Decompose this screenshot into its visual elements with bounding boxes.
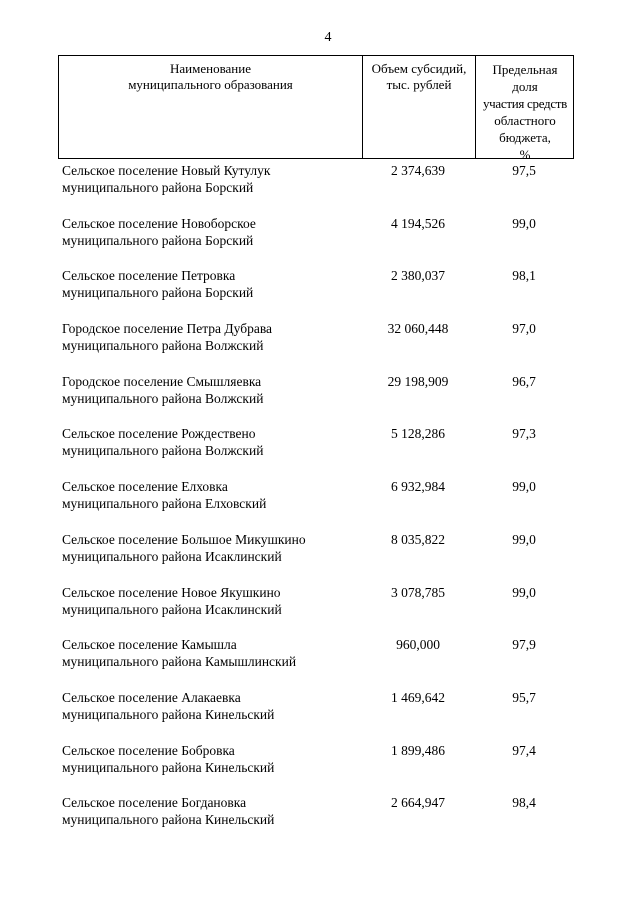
municipality-name: [62, 689, 362, 723]
budget-share: 97,3: [512, 426, 536, 442]
name-line: муниципального района Борский: [62, 180, 254, 195]
name-line: муниципального района Волжский: [62, 443, 264, 459]
name-line: Сельское поселение Петровка: [62, 268, 236, 284]
budget-share: 97,9: [512, 637, 536, 653]
municipality-name: [62, 636, 362, 670]
table-row: [0, 267, 640, 320]
municipality-name: [62, 531, 362, 565]
header-share-column: [475, 56, 574, 162]
name-line: муниципального района Борский: [62, 232, 254, 248]
municipality-name: [62, 584, 362, 618]
name-line: муниципального района Камышлинский: [62, 654, 297, 670]
table-row: [0, 162, 640, 215]
budget-share: 96,7: [512, 373, 536, 389]
name-line: муниципального района Исаклинский: [62, 601, 282, 617]
budget-share: 97,4: [512, 742, 536, 758]
header-line: доля: [512, 79, 538, 94]
subsidy-amount: 4 194,526: [391, 215, 445, 231]
table-row: [0, 425, 640, 478]
subsidy-amount: 6 932,984: [391, 479, 445, 495]
subsidy-amount: 29 198,909: [387, 373, 449, 389]
table-row: [0, 478, 640, 531]
budget-share: 98,4: [512, 795, 536, 811]
name-line: Сельское поселение Новый Кутулук: [62, 163, 271, 178]
table-row: [0, 215, 640, 268]
header-line: участия средств: [482, 96, 568, 111]
name-line: Сельское поселение Елховка: [62, 479, 228, 495]
name-line: муниципального района Борский: [62, 285, 254, 301]
name-line: Сельское поселение Камышла: [62, 637, 237, 653]
table-row: [0, 320, 640, 373]
municipality-name: [62, 215, 362, 249]
name-line: Сельское поселение Большое Микушкино: [62, 531, 306, 547]
subsidy-amount: 3 078,785: [391, 584, 445, 600]
header-line: Предельная: [492, 62, 558, 77]
table-row: [0, 531, 640, 584]
subsidy-amount: 32 060,448: [387, 321, 449, 337]
header-line: муниципального образования: [128, 77, 293, 92]
name-line: Сельское поселение Новое Якушкино: [62, 584, 281, 600]
budget-share: 97,5: [512, 163, 536, 178]
table-row: [0, 373, 640, 426]
header-amount-column: [362, 56, 475, 158]
budget-share: 95,7: [512, 689, 536, 705]
budget-share: 99,0: [512, 584, 536, 600]
municipality-name: [62, 425, 362, 459]
name-line: Городское поселение Смышляевка: [62, 373, 262, 389]
municipality-name: [62, 742, 362, 776]
subsidy-amount: 2 664,947: [391, 795, 445, 811]
municipality-name: [62, 373, 362, 407]
name-line: Сельское поселение Новоборское: [62, 215, 256, 231]
budget-share: 98,1: [512, 268, 536, 284]
name-line: Городское поселение Петра Дубрава: [62, 321, 273, 337]
name-line: муниципального района Елховский: [62, 496, 267, 512]
table-row: [0, 742, 640, 795]
municipality-name: [62, 794, 362, 828]
name-line: Сельское поселение Алакаевка: [62, 689, 241, 705]
budget-share: 99,0: [512, 215, 536, 231]
table-header: [58, 55, 574, 162]
budget-share: 99,0: [512, 479, 536, 495]
name-line: муниципального района Кинельский: [62, 759, 275, 775]
header-line: Наименование: [170, 61, 251, 76]
subsidy-amount: 8 035,822: [391, 531, 445, 547]
municipality-name: [62, 320, 362, 354]
header-name-column: [59, 56, 362, 158]
name-line: муниципального района Исаклинский: [62, 548, 282, 564]
name-line: Сельское поселение Бобровка: [62, 742, 235, 758]
page-number: 4: [324, 30, 332, 45]
budget-share: 97,0: [512, 321, 536, 337]
header-line: бюджета,: [499, 130, 551, 145]
name-line: муниципального района Волжский: [62, 390, 264, 406]
name-line: муниципального района Кинельский: [62, 812, 275, 828]
name-line: Сельское поселение Богдановка: [62, 795, 247, 811]
subsidy-amount: 5 128,286: [391, 426, 445, 442]
header-line: %: [519, 147, 531, 162]
subsidy-amount: 2 380,037: [391, 268, 445, 284]
name-line: Сельское поселение Рождествено: [62, 426, 256, 442]
subsidy-amount: 960,000: [396, 637, 440, 653]
table-row: [0, 584, 640, 637]
municipality-name: [62, 478, 362, 512]
subsidy-amount: 2 374,639: [391, 163, 445, 178]
table-row: [0, 689, 640, 742]
municipality-name: [62, 162, 362, 196]
subsidy-amount: 1 469,642: [391, 689, 445, 705]
table-row: [0, 794, 640, 847]
name-line: муниципального района Кинельский: [62, 706, 275, 722]
name-line: муниципального района Волжский: [62, 338, 264, 354]
subsidy-amount: 1 899,486: [391, 742, 445, 758]
header-line: Объем субсидий,: [371, 61, 467, 76]
table-row: [0, 636, 640, 689]
header-line: областного: [494, 113, 556, 128]
municipality-name: [62, 267, 362, 301]
header-line: тыс. рублей: [386, 77, 452, 92]
table-body: [0, 162, 640, 847]
budget-share: 99,0: [512, 531, 536, 547]
